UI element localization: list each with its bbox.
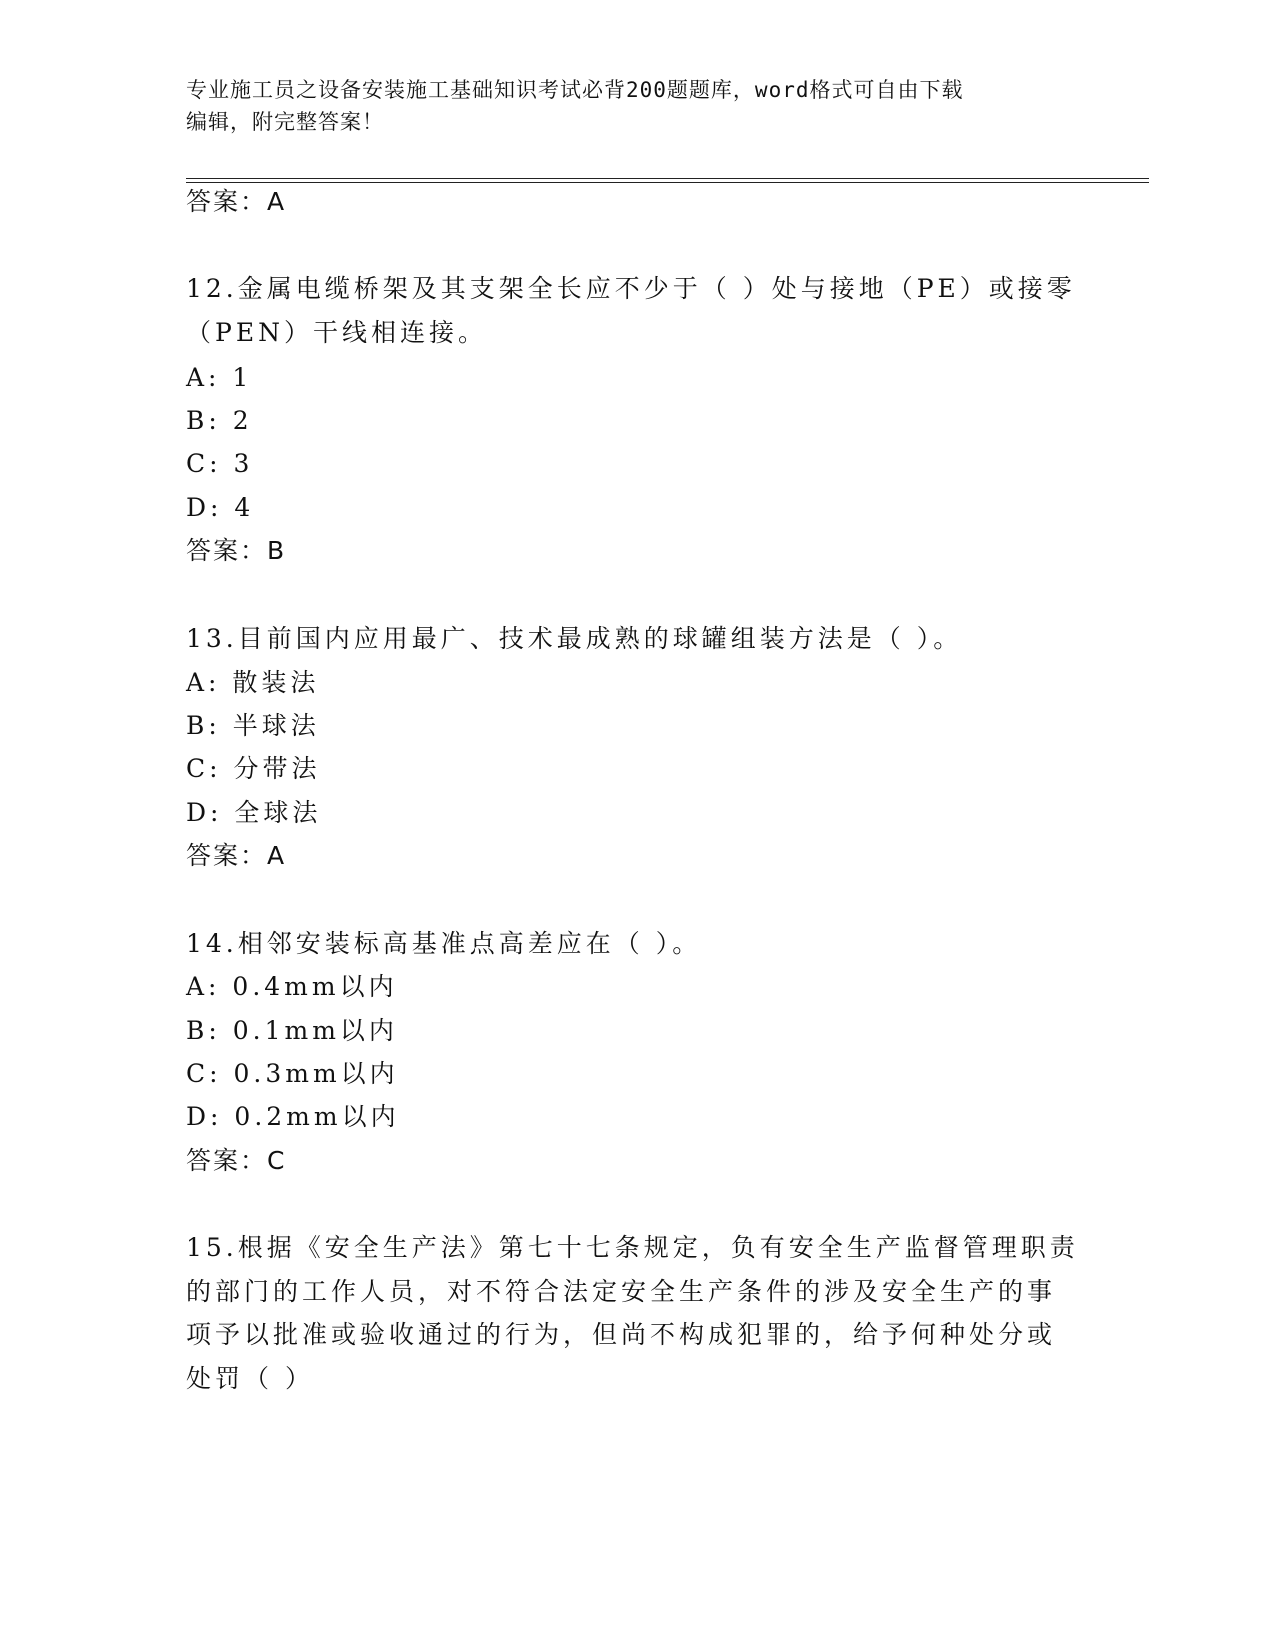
header-title-line-2: 编辑，附完整答案！ <box>186 110 384 134</box>
question-12-answer: 答案：B <box>186 536 287 565</box>
question-13-answer: 答案：A <box>186 841 287 870</box>
question-14-option-d: D: 0.2mm以内 <box>186 1102 400 1131</box>
question-15-text-line-4: 处罚（ ） <box>186 1364 314 1393</box>
question-13-option-c: C: 分带法 <box>186 754 321 783</box>
question-12-text-line-1: 12.金属电缆桥架及其支架全长应不少于（ ）处与接地（PE）或接零 <box>186 274 1076 303</box>
question-14-text-line-1: 14.相邻安装标高基准点高差应在（ ）。 <box>186 929 702 958</box>
page-header <box>186 74 1066 138</box>
answer-line: 答案：A <box>186 187 287 216</box>
header-title-line-1: 专业施工员之设备安装施工基础知识考试必背200题题库，word格式可自由下载 <box>186 78 964 102</box>
question-14-option-b: B: 0.1mm以内 <box>186 1016 398 1045</box>
question-12-option-d: D: 4 <box>186 493 255 522</box>
question-14-option-a: A: 0.4mm以内 <box>186 972 398 1001</box>
question-15-text-line-3: 项予以批准或验收通过的行为，但尚不构成犯罪的，给予何种处分或 <box>186 1320 1057 1349</box>
header-divider <box>186 178 1149 183</box>
question-13-text-line-1: 13.目前国内应用最广、技术最成熟的球罐组装方法是（ ）。 <box>186 624 963 653</box>
question-12-text-line-2: （PEN）干线相连接。 <box>186 318 487 347</box>
question-15-text-line-2: 的部门的工作人员，对不符合法定安全生产条件的涉及安全生产的事 <box>186 1277 1057 1306</box>
question-12-option-a: A: 1 <box>186 363 253 392</box>
question-14-option-c: C: 0.3mm以内 <box>186 1059 399 1088</box>
question-12-option-b: B: 2 <box>186 406 253 435</box>
question-13-option-d: D: 全球法 <box>186 798 322 827</box>
question-14-answer: 答案：C <box>186 1146 287 1175</box>
question-13-option-a: A: 散装法 <box>186 668 320 697</box>
question-15-text-line-1: 15.根据《安全生产法》第七十七条规定，负有安全生产监督管理职责 <box>186 1233 1079 1262</box>
question-12-option-c: C: 3 <box>186 449 254 478</box>
question-13-option-b: B: 半球法 <box>186 711 320 740</box>
